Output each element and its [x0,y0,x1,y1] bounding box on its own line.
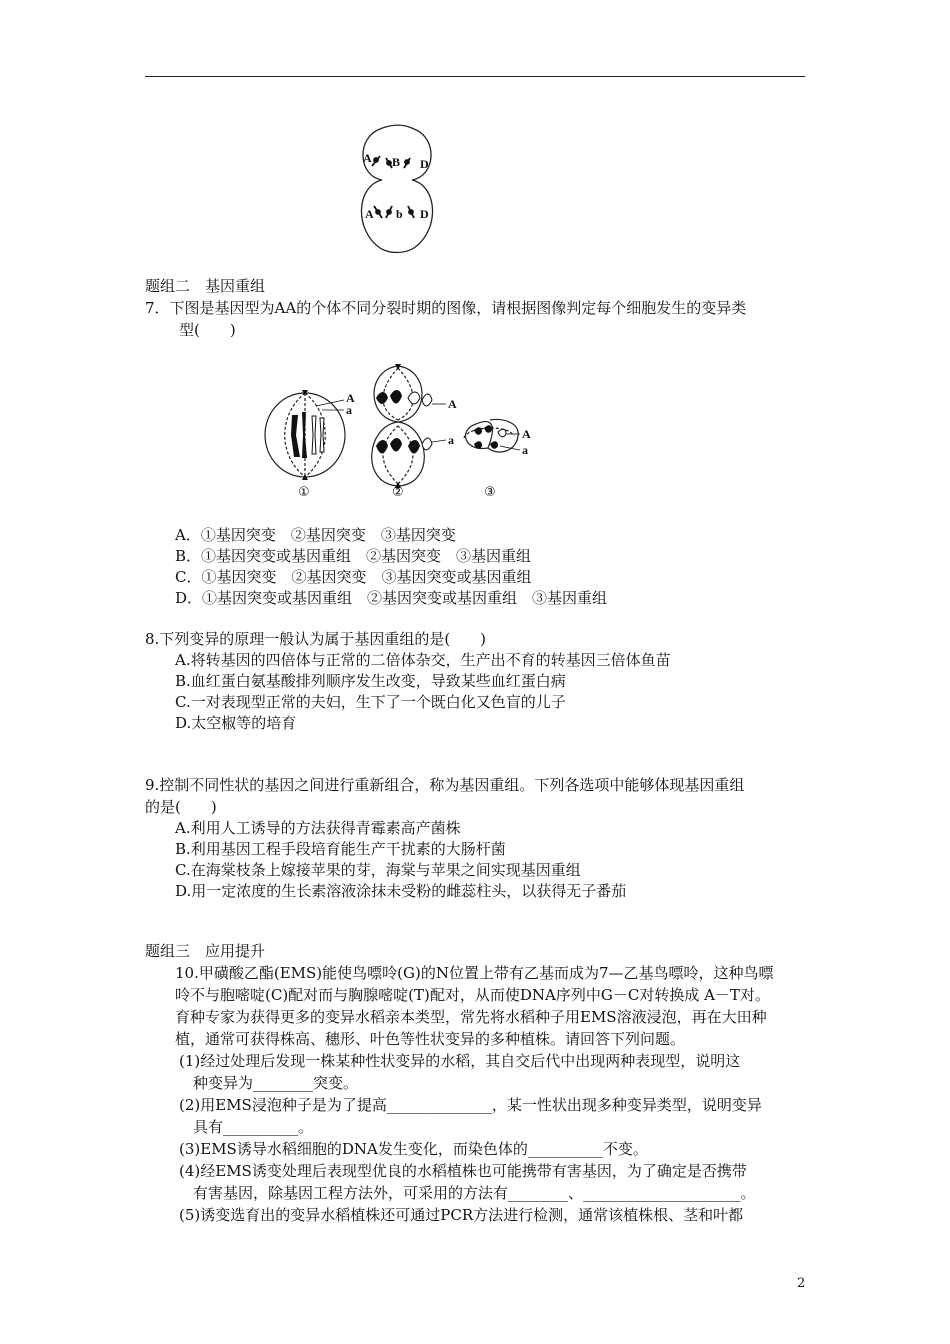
q10-stem: 呤不与胞嘧啶(C)配对而与胸腺嘧啶(T)配对，从而使DNA序列中G－C对转换成 A－T对。 [175,986,770,1004]
q10-sub: (3)EMS诱导水稻细胞的DNA发生变化，而染色体的__________不变。 [179,1140,648,1158]
cell-outline [361,125,432,252]
header-rule [145,76,805,77]
fig-top-label: A [365,207,374,221]
cell-3 [464,420,518,452]
q7-option: C．①基因突变 ②基因突变 ③基因突变或基因重组 [175,568,532,586]
cell-division-figure-top [352,124,442,254]
q8-option: D.太空椒等的培育 [175,714,297,732]
fig-top-label: D [420,207,429,221]
q9-stem-cont: 的是( ) [145,798,217,816]
fig-top-label: B [392,155,401,169]
q7-fig-caption: ③ [484,485,496,500]
fig-top-label: b [396,207,403,221]
q7-option: D．①基因突变或基因重组 ②基因突变或基因重组 ③基因重组 [175,589,608,607]
fig-top-label: A [363,151,372,165]
q7-fig-label: A [448,397,457,411]
q10-stem: 植，通常可获得株高、穗形、叶色等性状变异的多种植株。请回答下列问题。 [175,1030,686,1048]
q7-stem: 7．下图是基因型为AA的个体不同分裂时期的图像，请根据图像判定每个细胞发生的变异类 [145,299,747,317]
q7-option: B．①基因突变或基因重组 ②基因突变 ③基因重组 [175,547,532,565]
q7-cells-figure [258,360,538,500]
q8-option: A.将转基因的四倍体与正常的二倍体杂交，生产出不育的转基因三倍体鱼苗 [175,651,671,669]
q9-option: C.在海棠枝条上嫁接苹果的芽，海棠与苹果之间实现基因重组 [175,861,581,879]
fig-top-label: D [420,157,429,171]
q10-sub: (1)经过处理后发现一株某种性状变异的水稻，其自交后代中出现两种表现型，说明这 [179,1052,741,1070]
q8-stem: 8.下列变异的原理一般认为属于基因重组的是( ) [145,630,487,648]
q9-stem: 9.控制不同性状的基因之间进行重新组合，称为基因重组。下列各选项中能够体现基因重组 [145,776,745,794]
q10-stem: 育种专家为获得更多的变异水稻亲本类型，常先将水稻种子用EMS溶液浸泡，再在大田种 [175,1008,767,1026]
q7-stem-cont: 型( ) [179,321,236,339]
q10-sub: (2)用EMS浸泡种子是为了提高______________，某一性状出现多种变异类型，说明变异 [179,1096,762,1114]
q9-option: A.利用人工诱导的方法获得青霉素高产菌株 [175,819,461,837]
q9-option: D.用一定浓度的生长素溶液涂抹未受粉的雌蕊柱头，以获得无子番茄 [175,882,627,900]
q7-fig-label: A [522,427,531,441]
q10-sub: (5)诱变选育出的变异水稻植株还可通过PCR方法进行检测，通常该植株根、茎和叶都 [179,1206,744,1224]
q8-option: C.一对表现型正常的夫妇，生下了一个既白化又色盲的儿子 [175,693,566,711]
page-number: 2 [797,1276,806,1291]
q10-sub: 有害基因，除基因工程方法外，可采用的方法有________、_____________________。 [193,1184,756,1202]
cell-2 [372,366,425,486]
q9-option: B.利用基因工程手段培育能生产干扰素的大肠杆菌 [175,840,506,858]
q10-stem: 10.甲磺酸乙酯(EMS)能使鸟嘌呤(G)的N位置上带有乙基而成为7—乙基鸟嘌呤，这种鸟嘌 [175,964,774,982]
q7-fig-label: a [448,433,454,447]
q10-sub: (4)经EMS诱变处理后表现型优良的水稻植株也可能携带有害基因，为了确定是否携带 [179,1162,747,1180]
q8-option: B.血红蛋白氨基酸排列顺序发生改变，导致某些血红蛋白病 [175,672,566,690]
section-heading: 题组三 应用提升 [145,942,266,960]
q7-option: A．①基因突变 ②基因突变 ③基因突变 [175,526,456,544]
section-heading: 题组二 基因重组 [145,277,266,295]
q10-sub: 种变异为________突变。 [193,1074,359,1092]
q7-fig-label: A [346,391,355,405]
q7-fig-label: a [346,403,352,417]
q10-sub: 具有__________。 [193,1118,314,1136]
q7-fig-caption: ② [392,485,404,500]
q7-fig-caption: ① [298,485,310,500]
q7-fig-label: a [522,443,528,457]
